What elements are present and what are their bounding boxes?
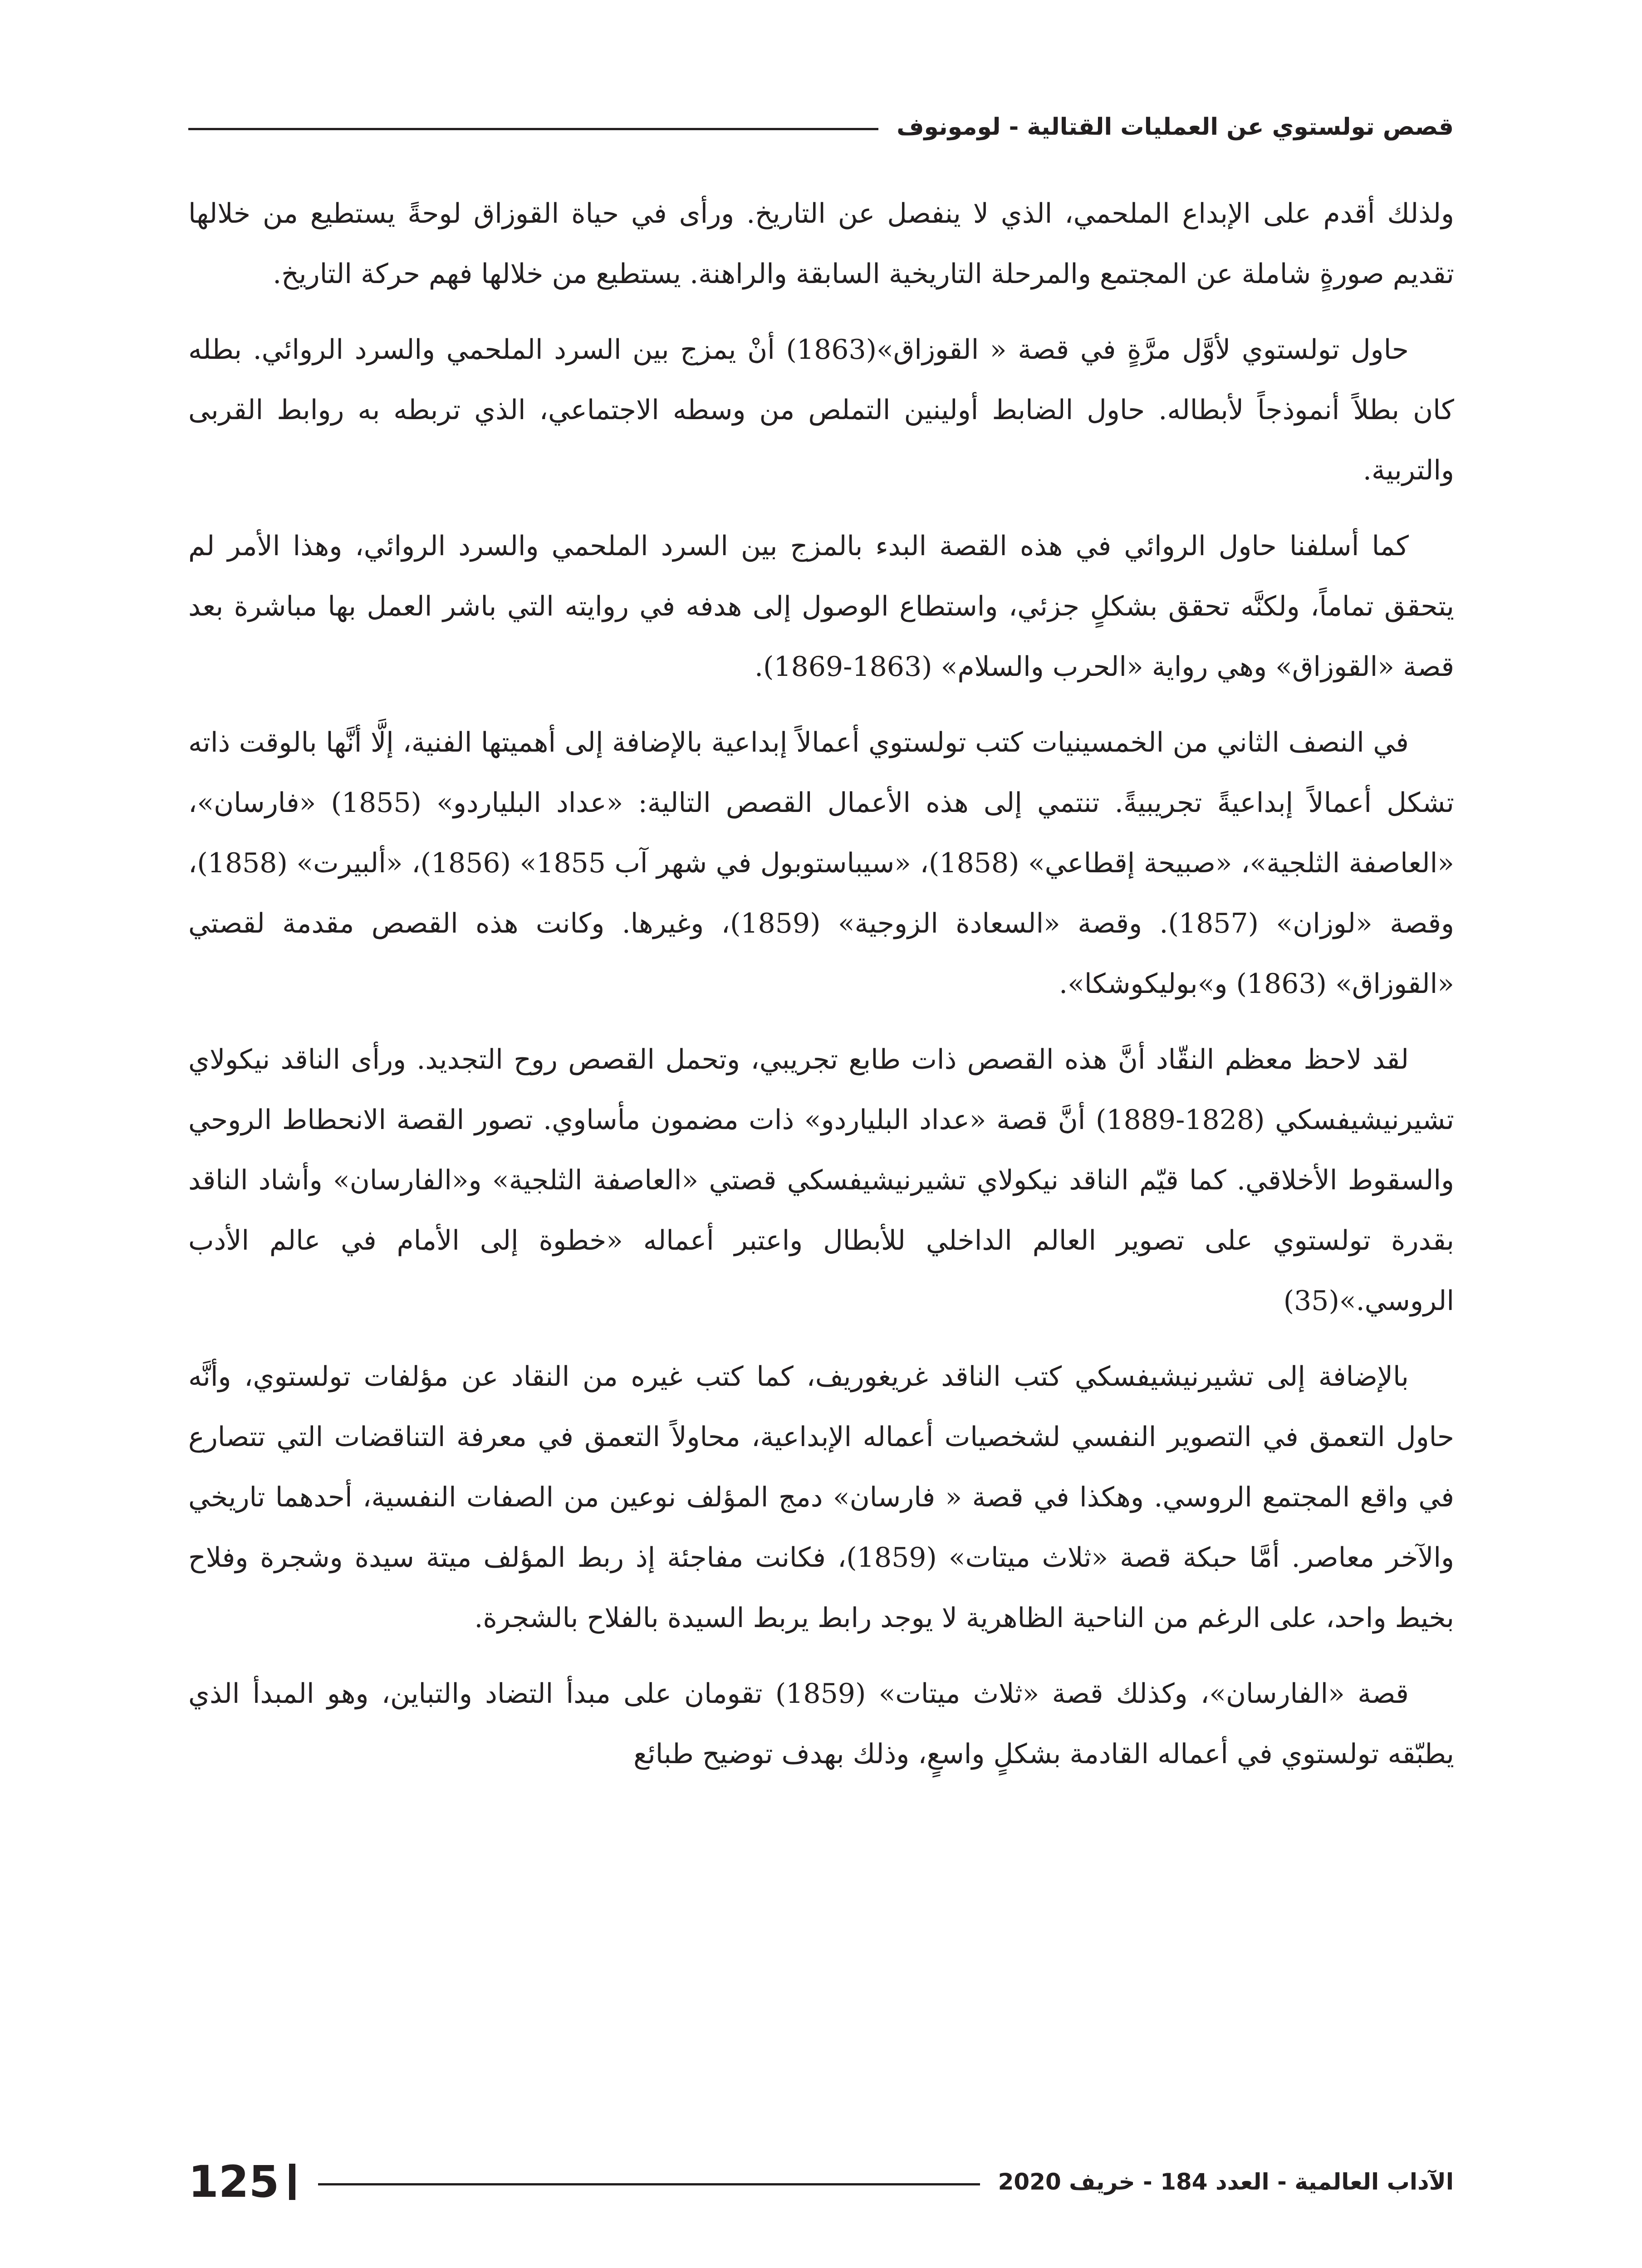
running-footer: [188, 2157, 1454, 2207]
footer-rule: [318, 2183, 980, 2185]
paragraph-2: حاول تولستوي لأوَّل مرَّةٍ في قصة « القوزاق»(1863) أنْ يمزج بين السرد الملحمي والسرد الروائي. بطله كان بطلاً أنموذجاً لأبطاله. حاول الضابط أولينين التملص من وسطه الاجتماعي، الذي تربطه به روابط القربى والتربية.: [188, 334, 1454, 486]
page-number-block: [188, 2156, 318, 2207]
page-number-bar: [289, 2164, 295, 2200]
page-number: 125: [188, 2156, 279, 2207]
paragraph-4: في النصف الثاني من الخمسينيات كتب تولستوي أعمالاً إبداعية بالإضافة إلى أهميتها الفنية، إلَّا أنَّها بالوقت ذاته تشكل أعمالاً إبداعيةً تجريبيةً. تنتمي إلى هذه الأعمال القصص التالية: «عداد البلياردو» (1855) «فارسان»، «العاصفة الثلجية»، «صبيحة إقطاعي» (1858)، «سيباستوبول في شهر آب 1855» (1856)، «ألبيرت» (1858)، وقصة «لوزان» (1857). وقصة «السعادة الزوجية» (1859)، وغيرها. وكانت هذه القصص مقدمة لقصتي «القوزاق» (1863) و»بوليكوشكا».: [188, 727, 1455, 1000]
paragraph-6: بالإضافة إلى تشيرنيشيفسكي كتب الناقد غريغوريف، كما كتب غيره من النقاد عن مؤلفات تولستوي، وأنَّه حاول التعمق في التصوير النفسي لشخصيات أعماله الإبداعية، محاولاً التعمق في معرفة التناقضات التي تتصارع في واقع المجتمع الروسي. وهكذا في قصة « فارسان» دمج المؤلف نوعين من الصفات النفسية، أحدهما تاريخي والآخر معاصر. أمَّا حبكة قصة «ثلاث ميتات» (1859)، فكانت مفاجئة إذ ربط المؤلف ميتة سيدة وشجرة وفلاح بخيط واحد، على الرغم من الناحية الظاهرية لا يوجد رابط يربط السيدة بالفلاح بالشجرة.: [188, 1361, 1454, 1634]
journal-issue: الآداب العالمية - العدد 184 - خريف 2020: [998, 2169, 1454, 2195]
paragraph-1: ولذلك أقدم على الإبداع الملحمي، الذي لا ينفصل عن التاريخ. ورأى في حياة القوزاق لوحةً يستطيع من خلالها تقديم صورةٍ شاملة عن المجتمع والمرحلة التاريخية السابقة والراهنة. يستطيع من خلالها فهم حركة التاريخ.: [188, 198, 1454, 290]
paragraph-3: كما أسلفنا حاول الروائي في هذه القصة البدء بالمزج بين السرد الملحمي والسرد الروائي، وهذا الأمر لم يتحقق تماماً، ولكنَّه تحقق بشكلٍ جزئي، واستطاع الوصول إلى هدفه في روايته التي باشر العمل بها مباشرة بعد قصة «القوزاق» وهي رواية «الحرب والسلام» (1863-1869).: [188, 530, 1454, 683]
running-header: [188, 102, 1454, 152]
article-body: [188, 184, 1454, 1800]
paragraph-7: قصة «الفارسان»، وكذلك قصة «ثلاث ميتات» (1859) تقومان على مبدأ التضاد والتباين، وهو المبدأ الذي يطبّقه تولستوي في أعماله القادمة بشكلٍ واسعٍ، وذلك بهدف توضيح طبائع: [188, 1678, 1454, 1770]
article-title: قصص تولستوي عن العمليات القتالية - لومونوف: [897, 113, 1454, 141]
header-rule: [188, 128, 878, 130]
paragraph-5: لقد لاحظ معظم النقّاد أنَّ هذه القصص ذات طابع تجريبي، وتحمل القصص روح التجديد. ورأى الناقد نيكولاي تشيرنيشيفسكي (1828-1889) أنَّ قصة «عداد البلياردو» ذات مضمون مأساوي. تصور القصة الانحطاط الروحي والسقوط الأخلاقي. كما قيّم الناقد نيكولاي تشيرنيشيفسكي قصتي «العاصفة الثلجية» و«الفارسان» وأشاد الناقد بقدرة تولستوي على تصوير العالم الداخلي للأبطال واعتبر أعماله «خطوة إلى الأمام في عالم الأدب الروسي.»(35): [188, 1044, 1455, 1317]
